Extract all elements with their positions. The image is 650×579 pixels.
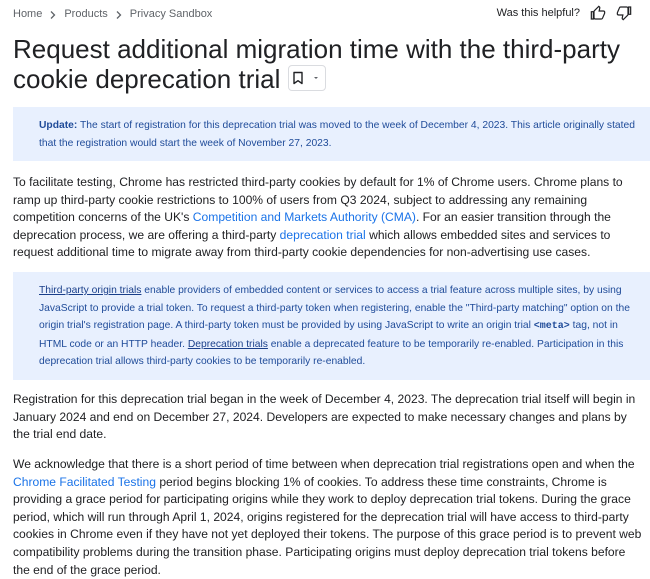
chrome-facilitated-testing-link[interactable]: Chrome Facilitated Testing: [13, 474, 156, 489]
chevron-right-icon: [116, 10, 122, 18]
breadcrumb-products[interactable]: Products: [64, 8, 108, 20]
intro-text-1: To facilitate testing, Chrome has restricted third-party cookies by default for 1% of Chrome users. Chrome plans to ramp up third-party cookie restrictions to 100% of users from Q3 2024, subject to addressing any remaining competition concerns of the UK's: [13, 175, 623, 225]
bookmark-icon: [292, 71, 304, 85]
info-text-3: enable a deprecated feature to be temporarily re-enabled. Participation in this deprecation trial allows third-party cookies to be temporarily re-enabled.: [39, 338, 624, 367]
feedback-widget: [497, 5, 632, 21]
thumb-up-icon[interactable]: [590, 5, 606, 21]
update-note: [13, 107, 650, 161]
chevron-down-icon: [310, 72, 322, 84]
deprecation-trial-link[interactable]: deprecation trial: [279, 227, 366, 242]
page-title-text: Request additional migration time with the third-party cookie deprecation trial: [13, 34, 620, 94]
chevron-right-icon: [50, 10, 56, 18]
meta-tag-code: <meta>: [533, 321, 570, 332]
top-bar: [0, 0, 650, 30]
deprecation-trials-link[interactable]: Deprecation trials: [187, 338, 268, 350]
grace-text-2: period begins blocking 1% of cookies. To address these time constraints, Chrome is providing a grace period for participating origins while they work to deploy deprecation trial tokens. During the grace period, which will run through April 1, 2024, origins registered for the deprecation trial will have access to third-party cookies in Chrome even if they have not yet deployed their tokens. The purpose of this grace period is to prevent web compatibility problems during the transition phase. Participating origins must deploy deprecation trial tokens before the end of the grace period.: [13, 474, 642, 577]
third-party-origin-trials-link[interactable]: Third-party origin trials: [39, 285, 142, 296]
grace-text-1: We acknowledge that there is a short period of time between when deprecation trial registrations open and when the: [13, 457, 635, 471]
page-title: [13, 34, 633, 94]
info-text-2: tag, not in HTML code or an HTTP header.: [39, 320, 618, 350]
feedback-label: Was this helpful?: [496, 7, 580, 19]
thumb-down-icon[interactable]: [616, 5, 632, 21]
breadcrumb: [13, 8, 212, 20]
breadcrumb-home[interactable]: Home: [13, 8, 43, 20]
grace-period-paragraph: [13, 456, 643, 579]
intro-paragraph: [13, 174, 643, 262]
intro-text-2: . For an easier transition through the deprecation process, we are offering a third-party: [13, 210, 611, 242]
update-text: The start of registration for this deprecation trial was moved to the week of December 4, 2023. This article originally stated that the registration would start the week of November 27, 2023.: [39, 120, 635, 149]
breadcrumb-privacy-sandbox[interactable]: Privacy Sandbox: [129, 8, 213, 20]
cma-link[interactable]: Competition and Markets Authority (CMA): [192, 210, 416, 225]
intro-text-3: which allows embedded sites and services to request additional time to migrate away from third-party cookie dependencies for non-advertising use cases.: [13, 227, 611, 260]
update-label: Update:: [39, 120, 78, 131]
bookmark-button[interactable]: [288, 65, 326, 91]
info-text-1: enable providers of embedded content or services to access a trial feature across multiple sites, by using JavaScript to provide a trial token. To request a third-party token when registering, enable the "Third-party matching" option on the origin trial's registration page. A third-party token must be provided by using JavaScript to write an origin trial: [39, 285, 630, 331]
info-note: [13, 272, 650, 380]
registration-paragraph: Registration for this deprecation trial began in the week of December 4, 2023. The deprecation trial itself will begin in January 2024 and end on December 27, 2024. Developers are expected to make necessary changes and plans by the trial end date.: [13, 392, 636, 442]
